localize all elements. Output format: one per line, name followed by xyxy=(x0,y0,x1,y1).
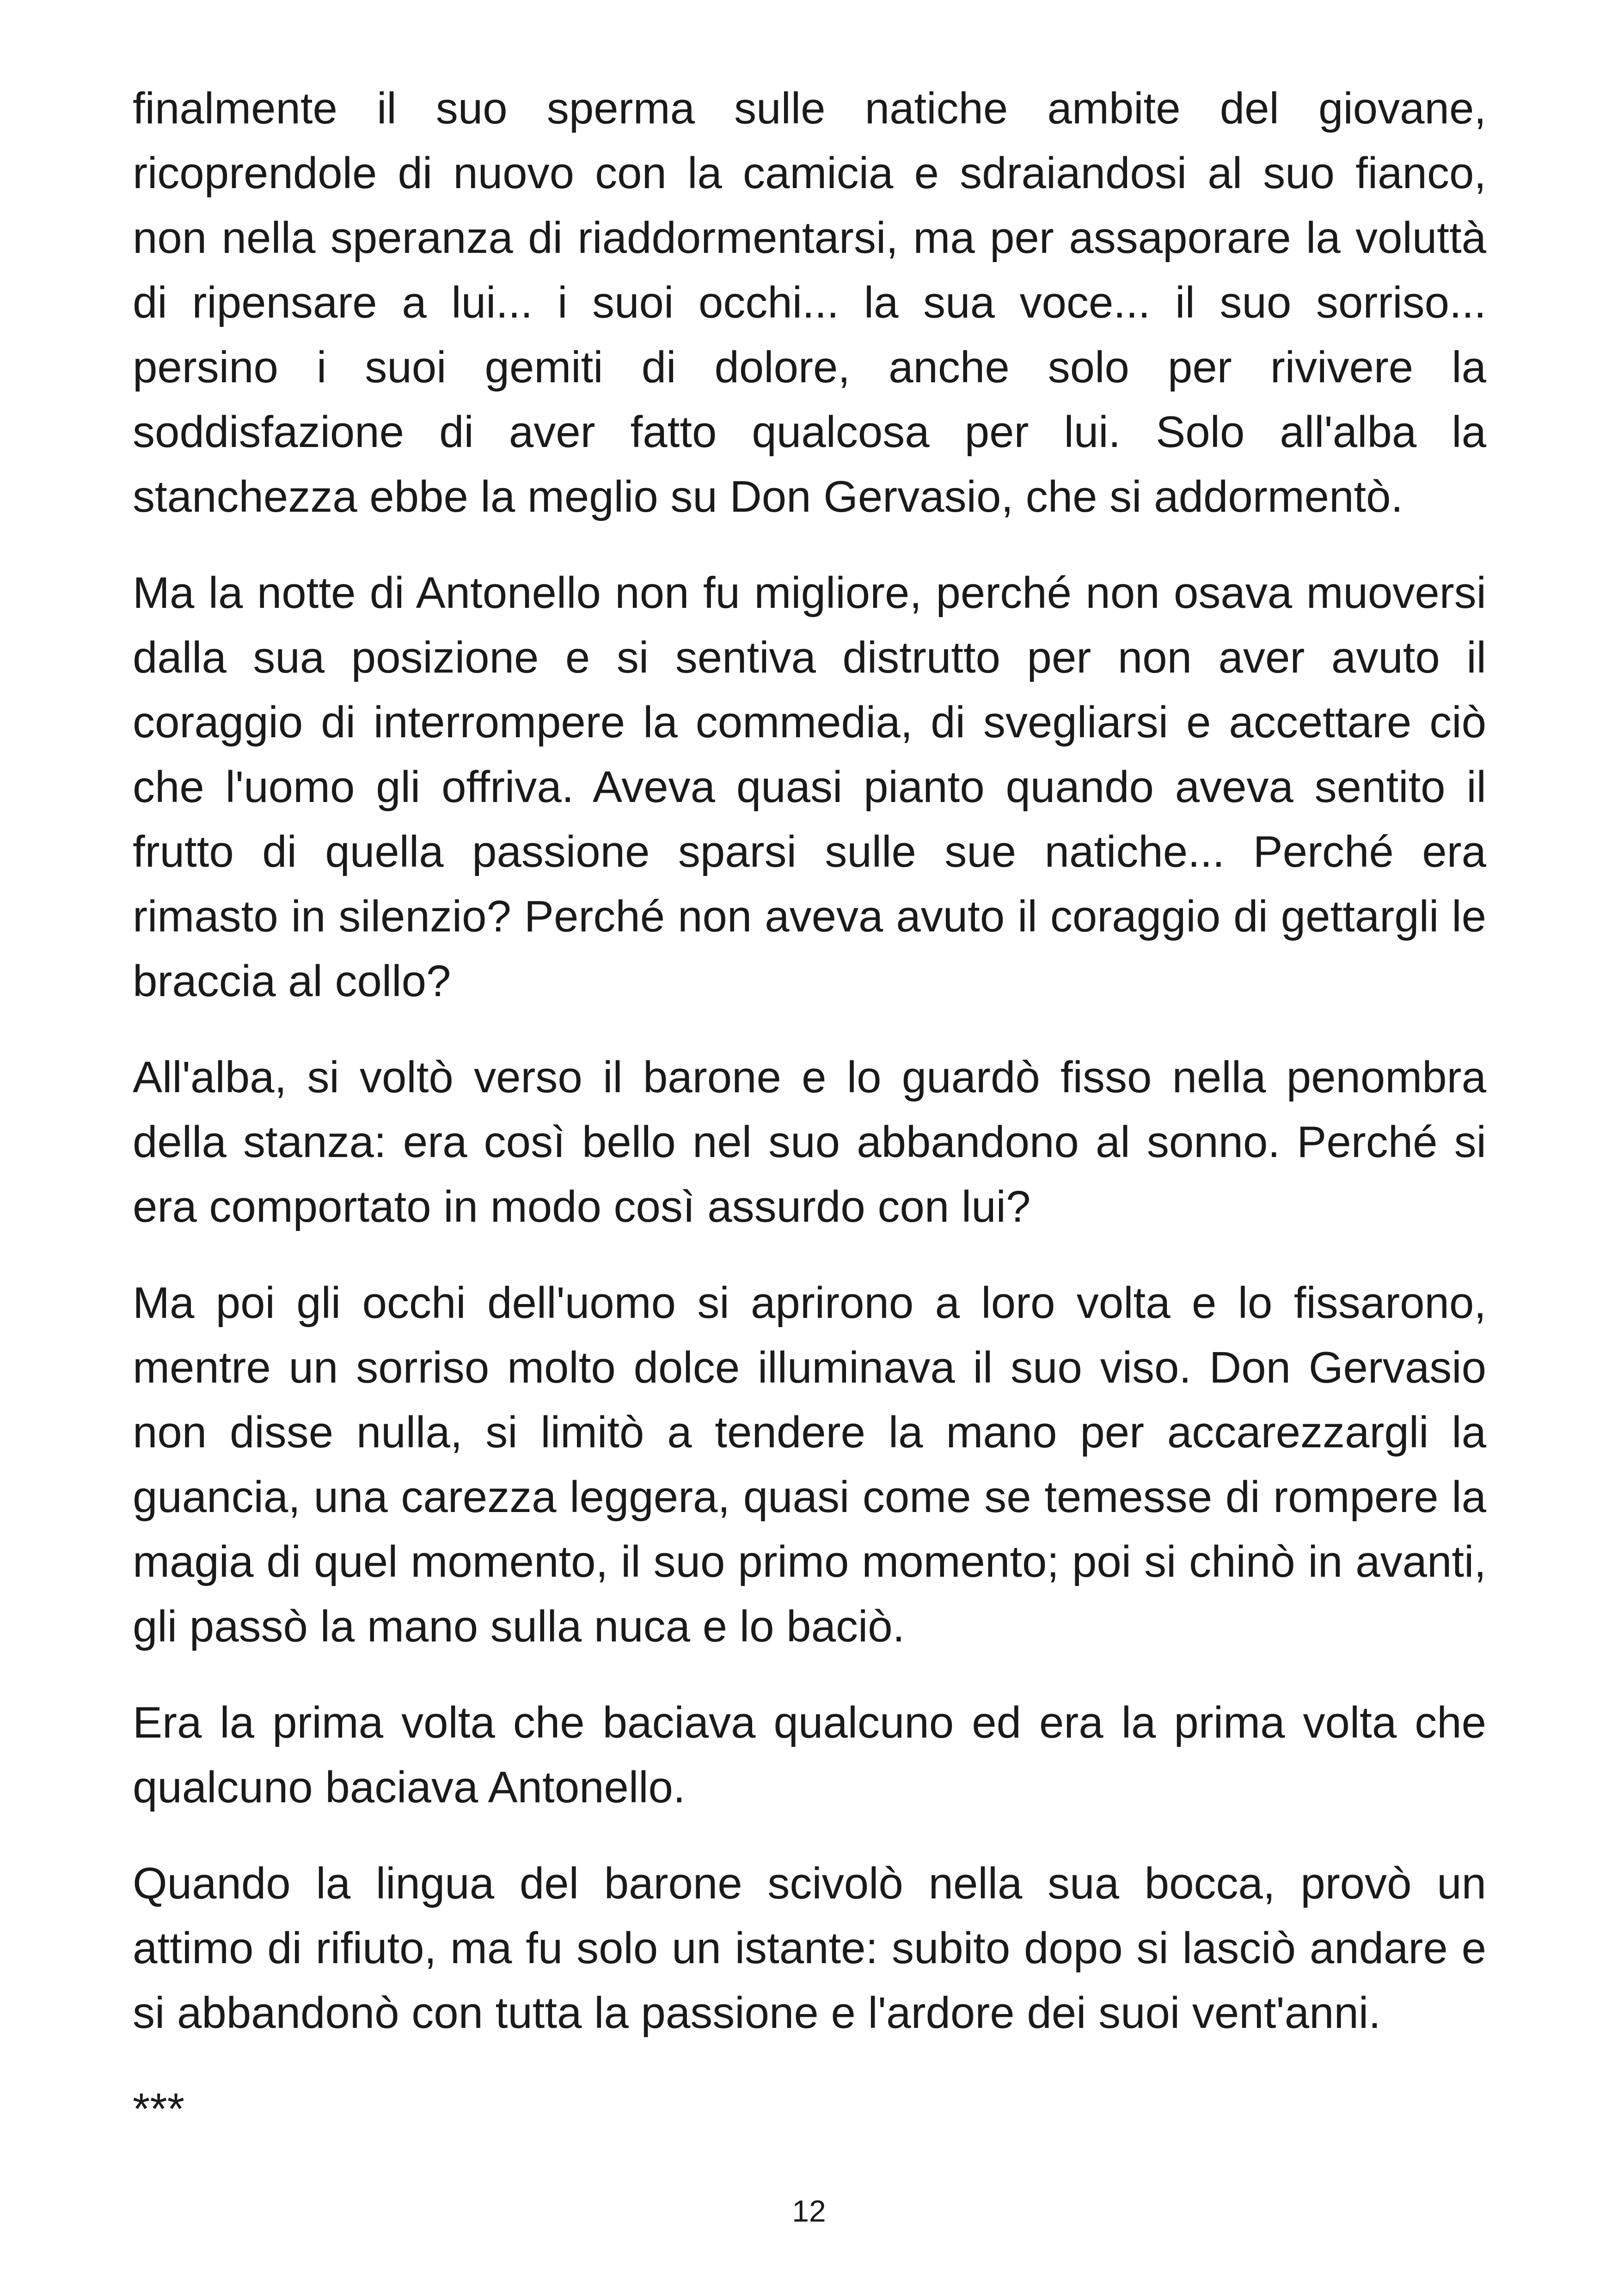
paragraph-3: All'alba, si voltò verso il barone e lo guardò fisso nella penombra della stanza: era così bello nel suo abbandono al sonno. Perché si era comportato in modo così assurdo con lui? xyxy=(133,1053,1486,1231)
paragraph-2: Ma la notte di Antonello non fu migliore, perché non osava muoversi dalla sua posizione e si sentiva distrutto per non aver avuto il coraggio di interrompere la commedia, di svegliarsi e accettare ciò che l'uomo gli offriva. Aveva quasi pianto quando aveva sentito il frutto di quella passione sparsi sulle sue natiche... Perché era rimasto in silenzio? Perché non aveva avuto il coraggio di gettargli le braccia al collo? xyxy=(133,568,1486,1006)
paragraph-6: Quando la lingua del barone scivolò nella sua bocca, provò un attimo di rifiuto, ma fu solo un istante: subito dopo si lasciò andare e si abbandonò con tutta la passione e l'ardore dei suoi vent'anni. xyxy=(133,1859,1486,2038)
section-separator: *** xyxy=(133,2084,185,2134)
paragraph-5: Era la prima volta che baciava qualcuno ed era la prima volta che qualcuno baciava Antonello. xyxy=(133,1698,1486,1812)
text-body xyxy=(133,76,1486,2142)
paragraph-1: finalmente il suo sperma sulle natiche ambite del giovane, ricoprendole di nuovo con la camicia e sdraiandosi al suo fianco, non nella speranza di riaddormentarsi, ma per assaporare la voluttà di ripensare a lui... i suoi occhi... la sua voce... il suo sorriso... persino i suoi gemiti di dolore, anche solo per rivivere la soddisfazione di aver fatto qualcosa per lui. Solo all'alba la stanchezza ebbe la meglio su Don Gervasio, che si addormentò. xyxy=(133,84,1486,521)
paragraph-4: Ma poi gli occhi dell'uomo si aprirono a loro volta e lo fissarono, mentre un sorriso molto dolce illuminava il suo viso. Don Gervasio non disse nulla, si limitò a tendere la mano per accarezzargli la guancia, una carezza leggera, quasi come se temesse di rompere la magia di quel momento, il suo primo momento; poi si chinò in avanti, gli passò la mano sulla nuca e lo baciò. xyxy=(133,1278,1486,1651)
page-number: 12 xyxy=(792,2194,826,2228)
